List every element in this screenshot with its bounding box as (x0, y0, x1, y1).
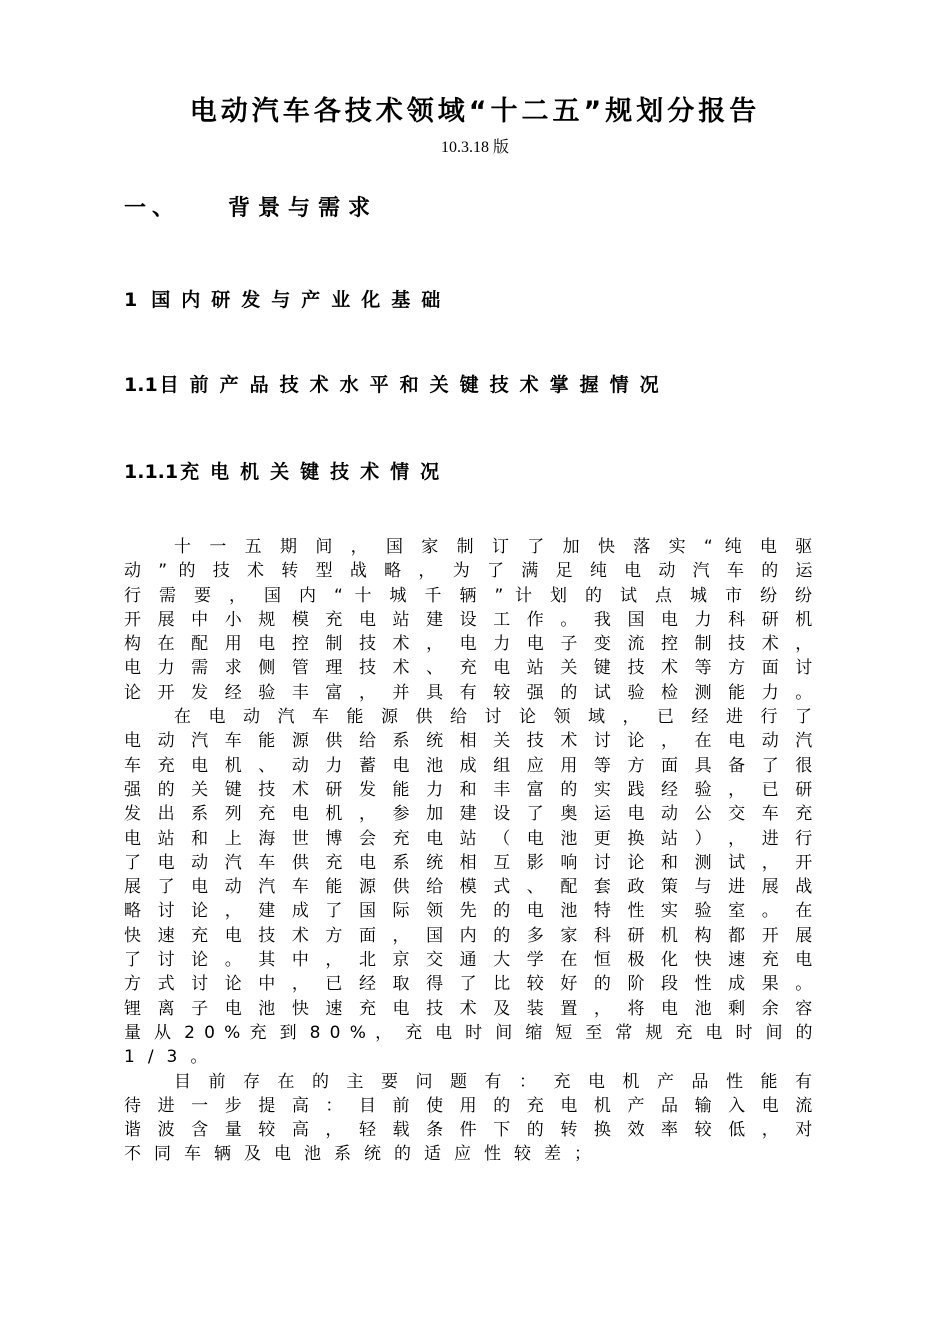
paragraph-line: 略 讨 论 ， 建 成 了 国 际 领 先 的 电 池 特 性 实 验 室 。 在 (124, 901, 813, 922)
part-heading-number: 一、 (124, 196, 181, 221)
paragraph-line: 谐 波 含 量 较 高 ， 轻 载 条 件 下 的 转 换 效 率 较 低 ， 对 (124, 1120, 813, 1141)
paragraph-line: 目 前 存 在 的 主 要 问 题 有 ： 充 电 机 产 品 性 能 有 (174, 1071, 812, 1092)
section-1-1-1-number: 1.1.1 (124, 461, 179, 483)
paragraph-line: 论 开 发 经 验 丰 富 ， 并 具 有 较 强 的 试 验 检 测 能 力 。 (124, 682, 813, 703)
paragraph-line: 车 充 电 机 、 动 力 蓄 电 池 成 组 应 用 等 方 面 具 备 了 很 (124, 755, 813, 776)
section-1-1-text: 目前产品技术水平和关键技术掌握情况 (159, 374, 670, 396)
paragraph-1 (124, 535, 812, 705)
part-heading-text: 背景与需求 (228, 196, 379, 221)
paragraph-line: 在 电 动 汽 车 能 源 供 给 讨 论 领 域 ， 已 经 进 行 了 (174, 707, 812, 728)
section-1-1-1-text: 充电机关键技术情况 (180, 461, 451, 483)
paragraph-line: 电 动 汽 车 能 源 供 给 系 统 相 关 技 术 讨 论 ， 在 电 动 汽 (124, 731, 813, 752)
paragraph-line: 快 速 充 电 技 术 方 面 ， 国 内 的 多 家 科 研 机 构 都 开 展 (124, 925, 813, 946)
paragraph-line: 电 站 和 上 海 世 博 会 充 电 站 （ 电 池 更 换 站 ） ， 进 行 (124, 828, 813, 849)
paragraph-line: 动 ” 的 技 术 转 型 战 略 ， 为 了 满 足 纯 电 动 汽 车 的 运 (124, 561, 813, 582)
paragraph-line: 十 一 五 期 间 ， 国 家 制 订 了 加 快 落 实 “ 纯 电 驱 (174, 537, 813, 557)
paragraph-line: 方 式 讨 论 中 ， 已 经 取 得 了 比 较 好 的 阶 段 性 成 果 。 (124, 974, 813, 995)
part-heading (124, 193, 378, 225)
section-1-1-number: 1.1 (124, 374, 158, 396)
paragraph-line: 构 在 配 用 电 控 制 技 术 ， 电 力 电 子 变 流 控 制 技 术 ， (124, 634, 813, 655)
paragraph-line: 了 电 动 汽 车 供 充 电 系 统 相 互 影 响 讨 论 和 测 试 ， 开 (124, 852, 813, 873)
section-1-number: 1 (124, 289, 138, 311)
paragraph-3 (124, 1070, 812, 1167)
paragraph-line: 待 进 一 步 提 高 ： 目 前 使 用 的 充 电 机 产 品 输 入 电 流 (124, 1095, 813, 1116)
section-1-heading (124, 286, 451, 314)
paragraph-2 (124, 705, 812, 1069)
section-1-1-heading (124, 371, 670, 399)
document-title: 电动汽车各技术领域“十二五”规划分报告 (189, 96, 761, 127)
section-1-text: 国内研发与产业化基础 (151, 289, 452, 311)
paragraph-line: 了 讨 论 。 其 中 ， 北 京 交 通 大 学 在 恒 极 化 快 速 充 电 (124, 950, 813, 971)
paragraph-line: 不同车辆及电池系统的适应性较差； (124, 1144, 604, 1165)
paragraph-line: 强 的 关 键 技 术 研 发 能 力 和 丰 富 的 实 践 经 验 ， 已 研 (124, 779, 813, 800)
paragraph-line: 锂 离 子 电 池 快 速 充 电 技 术 及 装 置 ， 将 电 池 剩 余 容 (124, 998, 813, 1019)
paragraph-line: 展 了 电 动 汽 车 能 源 供 给 模 式 、 配 套 政 策 与 进 展 战 (124, 877, 813, 898)
paragraph-line: 电 力 需 求 侧 管 理 技 术 、 充 电 站 关 键 技 术 等 方 面 讨 (124, 658, 813, 679)
paragraph-line: 量 从 2 0 % 充 到 8 0 % ， 充 电 时 间 缩 短 至 常 规 充 电 时 间 的 (124, 1022, 813, 1043)
section-1-1-1-heading (124, 458, 450, 486)
paragraph-line: 发 出 系 列 充 电 机 ， 参 加 建 设 了 奥 运 电 动 公 交 车 充 (124, 804, 813, 825)
document-version: 10.3.18 版 (440, 139, 509, 156)
paragraph-line: 行 需 要 ， 国 内 “ 十 城 千 辆 ” 计 划 的 试 点 城 市 纷 纷 (124, 585, 813, 606)
paragraph-line: 1/3。 (124, 1047, 221, 1068)
body-text (124, 535, 812, 1167)
paragraph-line: 开 展 中 小 规 模 充 电 站 建 设 工 作 。 我 国 电 力 科 研 机 (124, 609, 813, 630)
